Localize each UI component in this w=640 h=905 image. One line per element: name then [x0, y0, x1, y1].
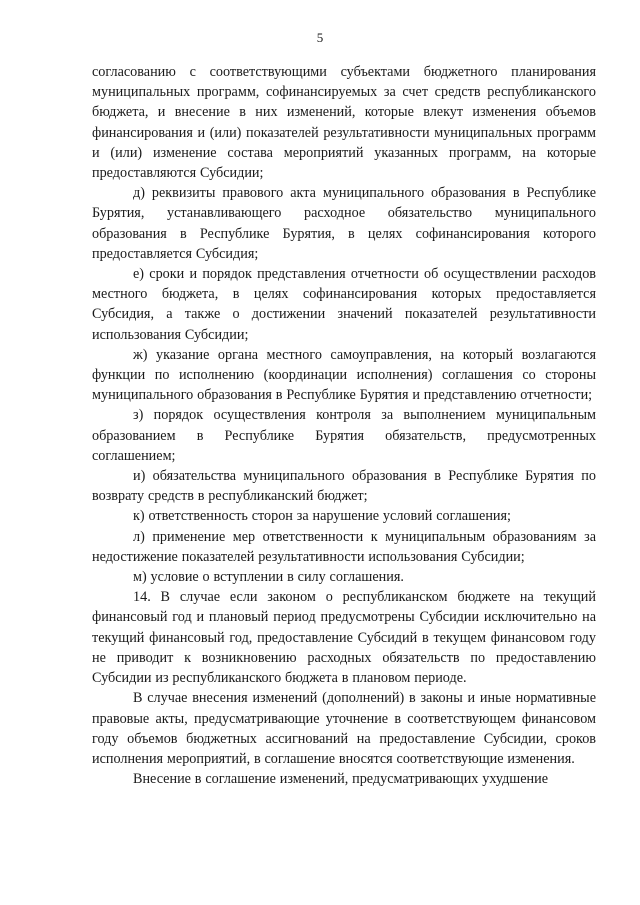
paragraph: и) обязательства муниципального образования в Республике Бурятия по возврату средств в республиканский бюджет;	[92, 468, 596, 505]
paragraph: е) сроки и порядок представления отчетности об осуществлении расходов местного бюджета, в целях софинансирования которых предоставляется Субсидия, а также о достижении значений показателей результативности использования Субсидии;	[92, 266, 596, 343]
paragraph: 14. В случае если законом о республиканском бюджете на текущий финансовый год и плановый период предусмотрены Субсидии исключительно на текущий финансовый год, предоставление Субсидий в текущем финансовом году не приводит к возникновению расходных обязательств по предоставлению Субсидии из республиканского бюджета в плановом периоде.	[92, 589, 596, 687]
paragraph: к) ответственность сторон за нарушение условий соглашения;	[133, 508, 511, 525]
document-body	[92, 62, 596, 789]
paragraph: В случае внесения изменений (дополнений) в законы и иные нормативные правовые акты, предусматривающие уточнение в соответствующем финансовом году объемов бюджетных ассигнований на предоставление Субсидии, сроков исполнения мероприятий, в соглашение вносятся соответствующие изменения.	[92, 690, 596, 767]
paragraph: Внесение в соглашение изменений, предусматривающих ухудшение	[133, 771, 549, 788]
paragraph: м) условие о вступлении в силу соглашения.	[133, 569, 404, 586]
paragraph: согласованию с соответствующими субъектами бюджетного планирования муниципальных программ, софинансируемых за счет средств республиканского бюджета, и внесение в них изменений, которые влекут изменения объемов финансирования и (или) показателей результативности муниципальных программ и (или) изменение состава мероприятий указанных программ, на которые предоставляются Субсидии;	[92, 64, 596, 182]
paragraph: з) порядок осуществления контроля за выполнением муниципальным образованием в Республике Бурятия обязательств, предусмотренных соглашением;	[92, 407, 596, 464]
paragraph: л) применение мер ответственности к муниципальным образованиям за недостижение показателей результативности использования Субсидии;	[92, 528, 596, 565]
paragraph: д) реквизиты правового акта муниципального образования в Республике Бурятия, устанавливающего расходное обязательство муниципального образования в Республике Бурятия, в целях софинансирования которого предоставляется Субсидия;	[92, 185, 596, 262]
page-number: 5	[316, 30, 324, 45]
paragraph: ж) указание органа местного самоуправления, на который возлагаются функции по исполнению (координации исполнения) соглашения со стороны муниципального образования в Республике Бурятия и представлению отчетности;	[92, 346, 596, 404]
